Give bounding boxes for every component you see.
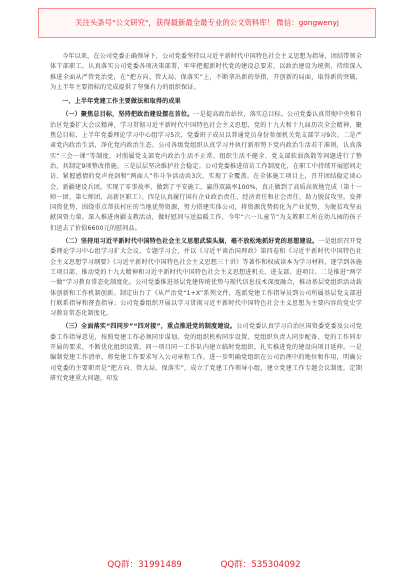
- subsection-1-title: （一）聚焦总目标，坚持把政治建设摆在首位。: [62, 111, 194, 119]
- subsection-3-body: 公司党委认真学习自治区国资委党委及公司党委工作指导意见，按照党建工作必须同步谋划、党的组织机构同步设置、党组织负责人同步配备、党的工作同步开展的要求，不断优化组织设置，同一项目同一工作队内建立临时党组织，扎实推进党的建设向项目延伸。一是编制党建工作清单，将党建工作要求写入公司章程工作，进一步明确党组织在公司治理中的地位和作用，明确公司党委的主要职责是“把方向、管大局、保落实”，成立了党建工作领导小组，建立党建工作专题会议制度，定期研究党建重大问题，印发: [50, 323, 363, 382]
- subsection-2: [50, 237, 362, 319]
- section-heading: 一、上半年党建工作主要做法和取得的成果: [62, 98, 181, 106]
- subsection-3: [50, 322, 362, 384]
- promo-banner: 关注头条号"公文研究"，获得最新最全最专业的公文资料库！ 微信：gongwenyj: [38, 8, 376, 38]
- qq-group-1: QQ群：31991489: [107, 560, 182, 570]
- subsection-3-title: （三）全面落实“四同步”“四对接”，重点推进党的制度建设。: [62, 323, 237, 331]
- subsection-1-body: 一是提高政治站位，落实总目标。公司党委认真贯彻中央和自治区党委扩大会议精神，学习贯彻习近平新时代中国特色社会主义思想、党的十九大和十九届历次全会精神，聚焦总目标，上半年党委理论学习中心组学习5次，党委班子成员以普通党员身份参加机关党支部学习9次。二是严肃党内政治生活，净化党内政治生态。公司各级党组织认真学习并执行新形势下党内政治生活若干准则，认真落实“三会一课”等制度，对照属党支部党内政治生活不正常、组织生活不健全、党支部软弱涣散等问题进行了整治，共制定9项整改措施。三是层层坚决维护社会稳定。公司党委推进信访工作制度化，在职工中持续开展慰问走访、紧握感情的党声亮剑和“两面人”作斗争活动共3次，实现了全覆盖。在全体施工项目上，召开团结稳定谈心会，新疆建设兵团，实现了零事故率，做到了平安施工，赢得双赢率100%，真正做到了高质高效地完成（第十一师一团、第七师团、高新区职工）。四是认真履行国有企业政治责任、经济责任和社会责任，助力脱贫攻坚。发挥国资优势，围绕重点帮扶村庄的当地优势资源，努力搭建实体公司，将资源优势转化为产业优势，为脱贫攻坚贡献国资力量。深入推进南疆支教活动，做好慰问与送温暖工作，今年“六一儿童节”为支教职工所在幼儿园的孩子们送去了价值6600元的慰问品。: [50, 111, 362, 232]
- subsection-2-body: 一是组织召开党委理论学习中心组学习扩大会议、专题学习会，并以《习近平谈治国理政》第四卷和《习近平新时代中国特色社会主义思想学习纲要》《习近平新时代中国特色社会主义思想三十讲》等著作和权威读本为学习材料，逐学到各施工项目部，推动党的十九大精神和习近平新时代中国特色社会主义思想进机关、进支部、进项目。二是推进“两学一做”学习教育常态化制度化。公司党委推进基层党建传统优势与现代信息技术深度融合，推动基层党组织活动载体创新和工作机制创新。制定出台了《从严治党“1+X”系列文件，选派党建工作指导员到公司所属基层党支部进行联系指导和督查指导；公司党委组织开展以学习贯彻习近平新时代中国特色社会主义思想为主要内容的党史学习教育常态化制度化。: [50, 238, 362, 318]
- subsection-2-title: （二）坚持用习近平新时代中国特色社会主义思想武装头脑，毫不放松地抓好党的思想建设。: [62, 238, 319, 246]
- contact-footer: [0, 558, 408, 570]
- intro-paragraph: 今年以来，在公司党委正确领导下，公司党委坚持以习近平新时代中国特色社会主义思想为指导，团结带领全体干部职工，认真落实公司党委各项决策部署，牢牢把握新时代党的建设总要求，以政治建设为统领，持续深入推进全面从严管党治党，在“把方向、管大局、保落实”上，不断拿出新的举措，开创新的局面，取得新的突破，为上半年主要指标的完成提供了坚强有力的组织保证。: [50, 53, 362, 91]
- document-body: [50, 52, 362, 384]
- qq-group-2: QQ群：535304092: [220, 560, 301, 570]
- subsection-1: [50, 110, 362, 234]
